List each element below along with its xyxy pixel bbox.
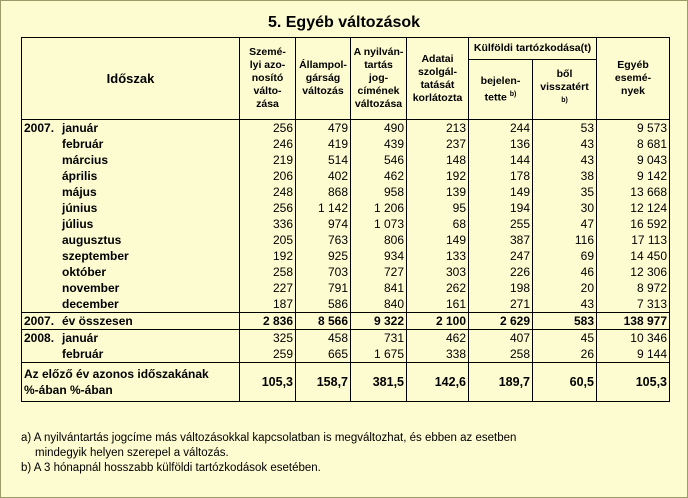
cell-value: 194 <box>469 200 533 216</box>
cell-value: 13 668 <box>597 184 670 200</box>
cell-value: 47 <box>533 216 597 232</box>
cell-value: 703 <box>296 264 351 280</box>
cell-value: 7 313 <box>597 296 670 313</box>
cell-value: 303 <box>407 264 469 280</box>
cell-value: 256 <box>240 120 296 137</box>
cell-value: 187 <box>240 296 296 313</box>
cell-value: 133 <box>407 248 469 264</box>
row-label <box>22 200 240 216</box>
cell-value: 149 <box>469 184 533 200</box>
cell-value: 586 <box>296 296 351 313</box>
table-row <box>22 248 670 264</box>
cell-value: 43 <box>533 136 597 152</box>
table-row <box>22 168 670 184</box>
cell-value: 934 <box>351 248 407 264</box>
cell-value: 490 <box>351 120 407 137</box>
cell-value: 161 <box>407 296 469 313</box>
cell-value: 136 <box>469 136 533 152</box>
cell-value: 246 <box>240 136 296 152</box>
cell-value: 8 566 <box>296 313 351 330</box>
cell-value: 248 <box>240 184 296 200</box>
cell-value: 116 <box>533 232 597 248</box>
cell-value: 763 <box>296 232 351 248</box>
cell-value: 95 <box>407 200 469 216</box>
cell-value: 139 <box>407 184 469 200</box>
cell-value: 226 <box>469 264 533 280</box>
cell-value: 1 073 <box>351 216 407 232</box>
cell-value: 46 <box>533 264 597 280</box>
row-label <box>22 280 240 296</box>
table-row <box>22 264 670 280</box>
table-row <box>22 313 670 330</box>
cell-value: 26 <box>533 346 597 363</box>
table-header <box>22 38 670 120</box>
row-label <box>22 296 240 313</box>
row-period: október <box>62 265 107 279</box>
col-header-returned: ből visszatért $^{b)}$ <box>533 60 597 120</box>
percent-value: 60,5 <box>533 363 597 402</box>
row-period: január <box>62 121 99 135</box>
row-label <box>22 264 240 280</box>
cell-value: 30 <box>533 200 597 216</box>
cell-value: 258 <box>240 264 296 280</box>
cell-value: 925 <box>296 248 351 264</box>
cell-value: 958 <box>351 184 407 200</box>
cell-value: 43 <box>533 296 597 313</box>
cell-value: 38 <box>533 168 597 184</box>
table-row <box>22 232 670 248</box>
cell-value: 213 <box>407 120 469 137</box>
cell-value: 2 100 <box>407 313 469 330</box>
percent-value: 105,3 <box>240 363 296 402</box>
footnote-b: b) A 3 hónapnál hosszabb külföldi tartózkodások esetében. <box>21 462 321 474</box>
cell-value: 407 <box>469 330 533 347</box>
row-label <box>22 313 240 330</box>
row-label <box>22 120 240 137</box>
cell-value: 439 <box>351 136 407 152</box>
cell-value: 840 <box>351 296 407 313</box>
cell-value: 237 <box>407 136 469 152</box>
row-period: június <box>62 201 98 215</box>
cell-value: 514 <box>296 152 351 168</box>
cell-value: 178 <box>469 168 533 184</box>
cell-value: 8 972 <box>597 280 670 296</box>
percent-value: 105,3 <box>597 363 670 402</box>
cell-value: 45 <box>533 330 597 347</box>
cell-value: 259 <box>240 346 296 363</box>
percent-value: 142,6 <box>407 363 469 402</box>
cell-value: 336 <box>240 216 296 232</box>
table-row <box>22 330 670 347</box>
row-label <box>22 136 240 152</box>
cell-value: 14 450 <box>597 248 670 264</box>
cell-value: 9 142 <box>597 168 670 184</box>
cell-value: 148 <box>407 152 469 168</box>
cell-value: 53 <box>533 120 597 137</box>
cell-value: 144 <box>469 152 533 168</box>
col-header-reported: bejelen- tette $^{b)}$ <box>469 60 533 120</box>
row-label <box>22 248 240 264</box>
cell-value: 271 <box>469 296 533 313</box>
cell-value: 12 306 <box>597 264 670 280</box>
period-header: Időszak <box>22 38 240 120</box>
cell-value: 419 <box>296 136 351 152</box>
row-period: február <box>62 137 104 151</box>
row-period: április <box>62 169 98 183</box>
cell-value: 325 <box>240 330 296 347</box>
row-label <box>22 168 240 184</box>
row-period: március <box>62 153 109 167</box>
percent-label-line1: Az előző év azonos időszakának <box>24 367 209 381</box>
row-period: év összesen <box>62 314 133 328</box>
table-title: 5. Egyéb változások <box>267 14 421 31</box>
percent-row-label <box>22 363 240 402</box>
percent-value: 158,7 <box>296 363 351 402</box>
footnote-a-continued: mindegyik helyen szerepel a változás. <box>35 447 229 459</box>
cell-value: 198 <box>469 280 533 296</box>
row-period: szeptember <box>62 249 129 263</box>
cell-value: 258 <box>469 346 533 363</box>
percent-row <box>22 363 670 402</box>
table-row <box>22 136 670 152</box>
cell-value: 10 346 <box>597 330 670 347</box>
row-period: február <box>62 347 104 361</box>
cell-value: 192 <box>240 248 296 264</box>
cell-value: 17 113 <box>597 232 670 248</box>
row-label <box>22 184 240 200</box>
table-row <box>22 280 670 296</box>
row-label <box>22 232 240 248</box>
row-period: május <box>62 185 97 199</box>
cell-value: 9 144 <box>597 346 670 363</box>
cell-value: 868 <box>296 184 351 200</box>
row-period: december <box>62 297 119 311</box>
table-row <box>22 296 670 313</box>
cell-value: 227 <box>240 280 296 296</box>
table-row <box>22 200 670 216</box>
cell-value: 138 977 <box>597 313 670 330</box>
table-row <box>22 346 670 363</box>
cell-value: 262 <box>407 280 469 296</box>
cell-value: 727 <box>351 264 407 280</box>
cell-value: 255 <box>469 216 533 232</box>
cell-value: 462 <box>351 168 407 184</box>
cell-value: 1 142 <box>296 200 351 216</box>
col-header-citizenship: Állampol- gárság változás <box>296 38 351 120</box>
cell-value: 841 <box>351 280 407 296</box>
cell-value: 192 <box>407 168 469 184</box>
cell-value: 20 <box>533 280 597 296</box>
percent-value: 189,7 <box>469 363 533 402</box>
cell-value: 8 681 <box>597 136 670 152</box>
row-year: 2007. <box>24 121 55 135</box>
row-period: november <box>62 281 120 295</box>
table-row <box>22 184 670 200</box>
cell-value: 546 <box>351 152 407 168</box>
table-row <box>22 152 670 168</box>
col-group-header-abroad: Külföldi tartózkodása(t) <box>469 38 597 60</box>
cell-value: 206 <box>240 168 296 184</box>
table-row <box>22 120 670 137</box>
cell-value: 974 <box>296 216 351 232</box>
cell-value: 205 <box>240 232 296 248</box>
cell-value: 791 <box>296 280 351 296</box>
cell-value: 244 <box>469 120 533 137</box>
cell-value: 731 <box>351 330 407 347</box>
row-label <box>22 346 240 363</box>
cell-value: 9 322 <box>351 313 407 330</box>
col-header-registration-title: A nyilván- tartás jog- címének változása <box>351 38 407 120</box>
data-table <box>21 37 670 402</box>
col-header-data-restriction: Adatai szolgál- tatását korlátozta <box>407 38 469 120</box>
cell-value: 479 <box>296 120 351 137</box>
cell-value: 458 <box>296 330 351 347</box>
percent-value: 381,5 <box>351 363 407 402</box>
cell-value: 12 124 <box>597 200 670 216</box>
cell-value: 9 573 <box>597 120 670 137</box>
cell-value: 338 <box>407 346 469 363</box>
table-body <box>22 120 670 402</box>
cell-value: 402 <box>296 168 351 184</box>
col-header-personal-id: Szemé- lyi azo- nosító válto- zása <box>240 38 296 120</box>
row-period: január <box>62 331 99 345</box>
cell-value: 149 <box>407 232 469 248</box>
footnote-a: a) A nyilvántartás jogcíme más változásokkal kapcsolatban is megváltozhat, és ebben az esetben <box>21 432 517 444</box>
cell-value: 2 836 <box>240 313 296 330</box>
cell-value: 35 <box>533 184 597 200</box>
row-label <box>22 330 240 347</box>
cell-value: 2 629 <box>469 313 533 330</box>
row-year: 2007. <box>24 314 55 328</box>
footnotes <box>21 431 669 476</box>
cell-value: 387 <box>469 232 533 248</box>
cell-value: 1 206 <box>351 200 407 216</box>
row-period: július <box>62 217 94 231</box>
col-header-other-events: Egyéb esemé- nyek <box>597 38 670 120</box>
cell-value: 583 <box>533 313 597 330</box>
cell-value: 43 <box>533 152 597 168</box>
row-label <box>22 216 240 232</box>
cell-value: 9 043 <box>597 152 670 168</box>
cell-value: 16 592 <box>597 216 670 232</box>
table-row <box>22 216 670 232</box>
cell-value: 665 <box>296 346 351 363</box>
cell-value: 806 <box>351 232 407 248</box>
cell-value: 256 <box>240 200 296 216</box>
row-period: augusztus <box>62 233 122 247</box>
cell-value: 68 <box>407 216 469 232</box>
row-year: 2008. <box>24 331 55 345</box>
cell-value: 1 675 <box>351 346 407 363</box>
row-label <box>22 152 240 168</box>
cell-value: 69 <box>533 248 597 264</box>
cell-value: 247 <box>469 248 533 264</box>
percent-label-line2: %-ában %-ában <box>24 383 113 397</box>
cell-value: 219 <box>240 152 296 168</box>
cell-value: 462 <box>407 330 469 347</box>
